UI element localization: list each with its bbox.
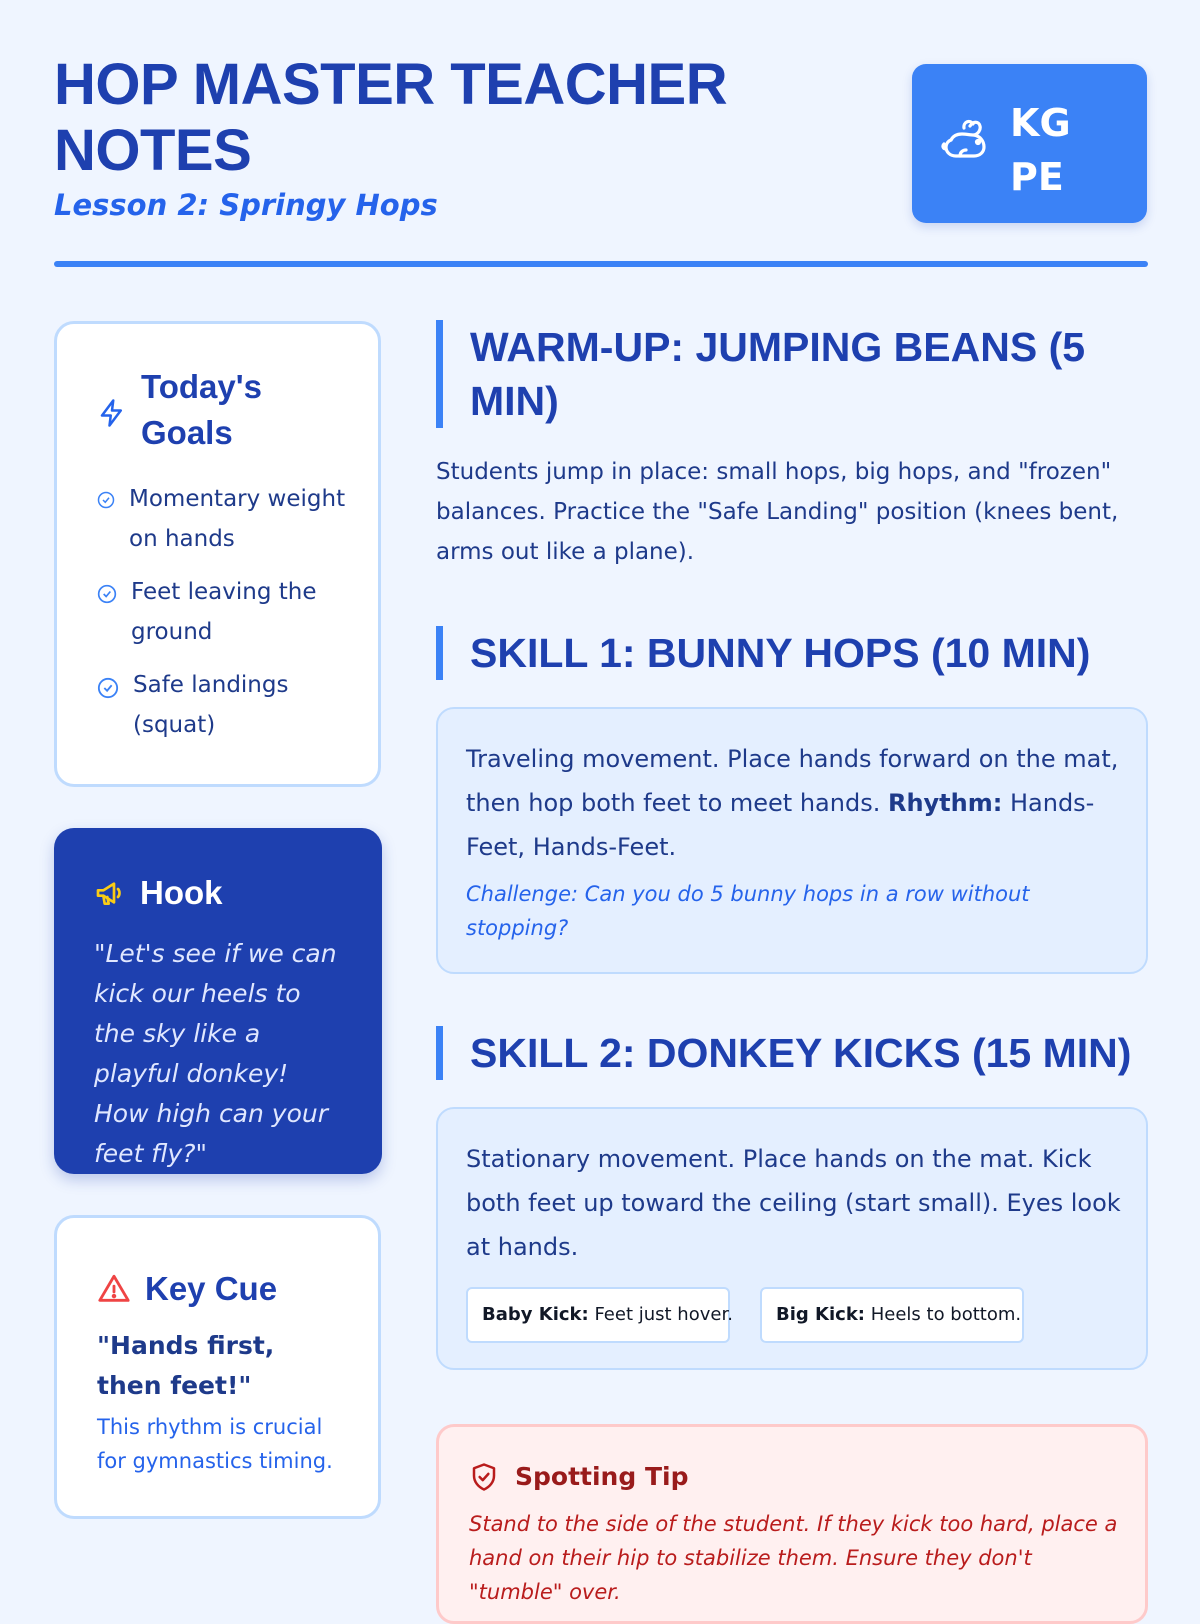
- goal-text: Momentary weight on hands: [129, 486, 346, 552]
- skill1-heading: SKILL 1: BUNNY HOPS (10 MIN): [436, 626, 1148, 680]
- key-cue-header: [97, 1266, 277, 1312]
- warning-icon: [97, 1272, 131, 1306]
- goals-list: [97, 479, 347, 758]
- goals-header: [97, 364, 311, 456]
- chip-label: Big Kick:: [776, 1304, 865, 1325]
- hook-header: [94, 870, 223, 916]
- big-kick-chip: [760, 1287, 1024, 1343]
- badge-subject: PE: [1010, 155, 1064, 199]
- goal-item: [97, 572, 347, 652]
- lesson-subtitle: Lesson 2: Springy Hops: [54, 188, 438, 222]
- skill1-description: Traveling movement. Place hands forward on the mat, then hop both feet to meet hands.: [466, 745, 1119, 817]
- key-cue-card: [54, 1215, 381, 1519]
- skill2-heading: SKILL 2: DONKEY KICKS (15 MIN): [436, 1026, 1148, 1080]
- grade-badge: [912, 64, 1147, 223]
- rhythm-text: Hands-Feet, Hands-Feet.: [466, 789, 1095, 861]
- goal-text: Safe landings (squat): [133, 672, 289, 738]
- hook-card: [54, 828, 382, 1174]
- check-circle-icon: [97, 584, 117, 604]
- baby-kick-chip: [466, 1287, 733, 1343]
- skill1-box: [436, 707, 1148, 974]
- key-cue-note: This rhythm is crucial for gymnastics timing.: [97, 1415, 333, 1473]
- spotting-tip-card: [436, 1424, 1148, 1624]
- header-divider: [54, 261, 1148, 267]
- chip-text: Heels to bottom.: [865, 1304, 1022, 1325]
- goal-text: Feet leaving the ground: [131, 579, 317, 645]
- chip-text: Feet just hover.: [588, 1304, 733, 1325]
- goal-item: [97, 479, 347, 559]
- skill1-challenge: Challenge: Can you do 5 bunny hops in a row without stopping?: [466, 882, 1030, 940]
- megaphone-icon: [94, 877, 126, 909]
- spotting-tip-text: Stand to the side of the student. If they kick too hard, place a hand on their hip to stabilize them. Ensure they don't "tumble" over.: [469, 1512, 1118, 1604]
- key-cue-quote: "Hands first, then feet!": [97, 1331, 275, 1400]
- chip-label: Baby Kick:: [482, 1304, 589, 1325]
- page-title: HOP MASTER TEACHER NOTES: [54, 52, 728, 183]
- skill1-text: [466, 737, 1122, 869]
- spotting-tip-title: Spotting Tip: [515, 1462, 689, 1491]
- lightning-icon: [97, 398, 127, 428]
- grade-badge-text: [1010, 96, 1071, 204]
- skill2-text: Stationary movement. Place hands on the mat. Kick both feet up toward the ceiling (start small). Eyes look at hands.: [466, 1145, 1121, 1261]
- hook-title: Hook: [140, 874, 223, 911]
- warmup-heading: WARM-UP: JUMPING BEANS (5 MIN): [436, 320, 1148, 428]
- rabbit-icon: [940, 116, 992, 168]
- badge-grade: KG: [1010, 101, 1071, 145]
- goals-title: Today's Goals: [141, 368, 262, 451]
- skill2-box: [436, 1107, 1148, 1370]
- goals-card: [54, 321, 381, 787]
- warmup-text: Students jump in place: small hops, big hops, and "frozen" balances. Practice the "Safe Landing" position (knees bent, arms out like a plane).: [436, 459, 1119, 565]
- hook-quote: "Let's see if we can kick our heels to the sky like a playful donkey! How high can your feet fly?": [94, 939, 337, 1168]
- key-cue-title: Key Cue: [145, 1270, 278, 1307]
- check-circle-icon: [97, 491, 115, 509]
- shield-icon: [469, 1462, 499, 1492]
- rhythm-label: Rhythm:: [887, 789, 1003, 817]
- goal-item: [97, 665, 347, 745]
- check-circle-icon: [97, 677, 119, 699]
- spotting-tip-header: [469, 1457, 688, 1497]
